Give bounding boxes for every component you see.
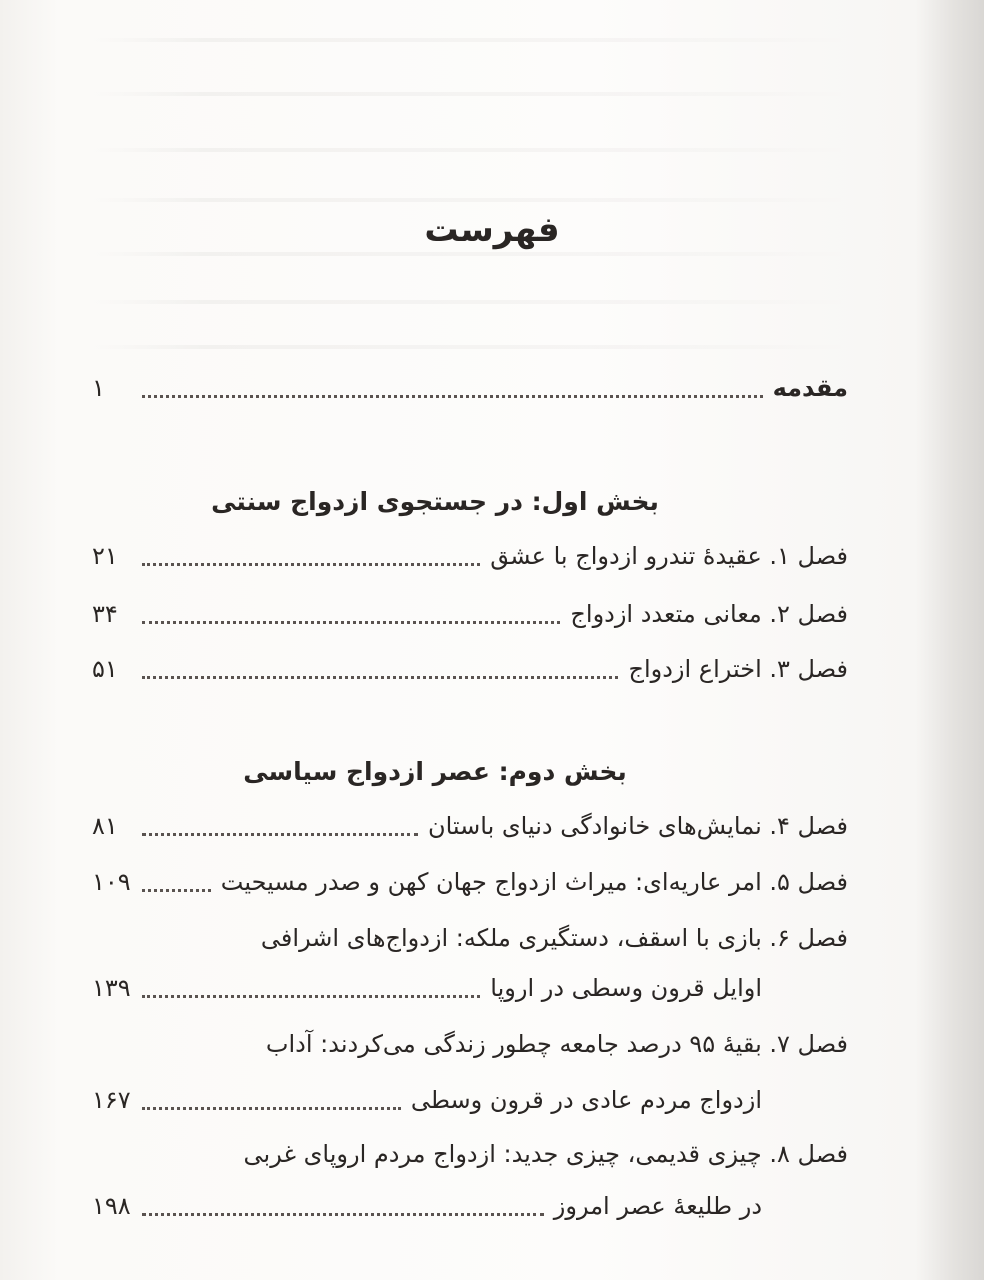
- toc-entry-label: مقدمه: [772, 374, 848, 402]
- bleed-through-line: [90, 38, 850, 42]
- bleed-through-line: [90, 198, 850, 202]
- toc-entry-chapter-2: [92, 594, 848, 634]
- dot-leader: [142, 621, 560, 624]
- bleed-through-line: [90, 300, 850, 304]
- dot-leader: [142, 1213, 544, 1216]
- part-heading-1: بخش اول: در جستجوی ازدواج سنتی: [211, 487, 659, 516]
- page-number: ۸۱: [92, 812, 118, 840]
- bleed-through-line: [90, 252, 850, 256]
- page-number: ۳۴: [92, 600, 118, 628]
- toc-entry-label: اوایل قرون وسطی در اروپا: [490, 974, 762, 1002]
- bleed-through-line: [90, 92, 850, 96]
- toc-entry-chapter-7: [92, 1080, 848, 1120]
- dot-leader: [142, 563, 480, 566]
- toc-entry-chapter-4: [92, 806, 848, 846]
- page-number: ۱۹۸: [92, 1192, 131, 1220]
- toc-entry-label: فصل ۴. نمایش‌های خانوادگی دنیای باستان: [427, 812, 848, 840]
- toc-entry-label: فصل ۵. امر عاریه‌ای: میراث ازدواج جهان کهن و صدر مسیحیت: [220, 868, 848, 896]
- toc-entry-label: ازدواج مردم عادی در قرون وسطی: [410, 1086, 762, 1114]
- dot-leader: [142, 889, 211, 892]
- part-heading-2: بخش دوم: عصر ازدواج سیاسی: [243, 757, 627, 786]
- toc-entry-chapter-5: [92, 862, 848, 902]
- dot-leader: [142, 395, 763, 398]
- page-number: ۲۱: [92, 542, 118, 570]
- toc-entry-label: فصل ۲. معانی متعدد ازدواج: [570, 600, 848, 628]
- toc-entry-label: فصل ۳. اختراع ازدواج: [628, 655, 848, 683]
- page-number: ۱۰۹: [92, 868, 131, 896]
- toc-entry-chapter-8: [92, 1186, 848, 1226]
- page-number: ۱۶۷: [92, 1086, 131, 1114]
- dot-leader: [142, 676, 618, 679]
- toc-entry-chapter-8-line1: فصل ۸. چیزی قدیمی، چیزی جدید: ازدواج مردم اروپای غربی: [243, 1140, 848, 1168]
- page-number: ۵۱: [92, 655, 118, 683]
- bleed-through-line: [90, 345, 850, 349]
- toc-entry-chapter-6: [92, 968, 848, 1008]
- bleed-through-line: [90, 148, 850, 152]
- dot-leader: [142, 833, 418, 836]
- page-title: فهرست: [424, 210, 560, 250]
- toc-entry-chapter-6-line1: فصل ۶. بازی با اسقف، دستگیری ملکه: ازدواج‌های اشرافی: [260, 924, 848, 952]
- toc-entry-chapter-7-line1: فصل ۷. بقیهٔ ۹۵ درصد جامعه چطور زندگی می‌کردند: آداب: [265, 1030, 848, 1058]
- toc-entry-label: فصل ۱. عقیدهٔ تندرو ازدواج با عشق: [490, 542, 848, 570]
- dot-leader: [142, 995, 480, 998]
- page-number: ۱۳۹: [92, 974, 131, 1002]
- toc-entry-chapter-1: [92, 536, 848, 576]
- toc-entry-intro: [92, 368, 848, 408]
- toc-entry-chapter-3: [92, 649, 848, 689]
- toc-entry-label: در طلیعهٔ عصر امروز: [553, 1192, 762, 1220]
- page-number: ۱: [92, 374, 105, 402]
- dot-leader: [142, 1107, 401, 1110]
